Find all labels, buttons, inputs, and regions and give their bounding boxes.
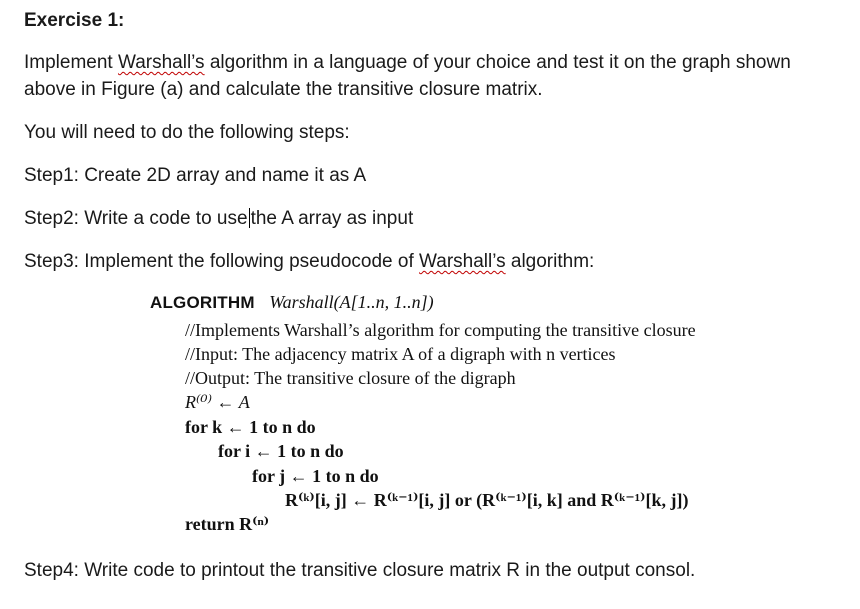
step3-line [24,250,594,274]
step2-line [24,207,413,231]
step2-text-after: the A array as input [250,208,414,229]
comment-input: //Input: The adjacency matrix A of a digraph with n vertices [185,344,616,364]
step3-text-after: algorithm: [505,251,595,272]
step3-text-before: Step3: Implement the following pseudocode of [24,251,420,272]
step1-text: Step1: Create 2D array and name it as A [24,165,367,186]
comment-output: //Output: The transitive closure of the digraph [185,368,516,388]
intro-line-1 [24,51,791,75]
exercise-title: Exercise 1: [24,10,125,31]
algorithm-header [150,291,434,314]
loop-i: for i ← 1 to n do [218,441,344,461]
spellcheck-word-warshalls: Warshall’s [117,52,205,73]
loop-j: for j ← 1 to n do [252,466,379,486]
comment-implements: //Implements Warshall’s algorithm for computing the transitive closure [185,320,696,340]
intro-text-start: Implement [24,52,118,73]
algorithm-signature: Warshall(A[1..n, 1..n]) [269,292,434,312]
step4-text: Step4: Write code to printout the transitive closure matrix R in the output consol. [24,560,696,581]
spellcheck-word-warshalls-2: Warshall’s [419,251,506,272]
algorithm-keyword: ALGORITHM [150,293,255,312]
init-statement: R⁽⁰⁾ ← A [185,392,250,412]
steps-intro: You will need to do the following steps: [24,122,350,143]
step2-text-before: Step2: Write a code to use [24,208,248,229]
update-statement: R⁽ᵏ⁾[i, j] ← R⁽ᵏ⁻¹⁾[i, j] or (R⁽ᵏ⁻¹⁾[i, k] and R⁽ᵏ⁻¹⁾[k, j]) [285,490,689,510]
text-cursor [249,208,250,228]
intro-text-end: algorithm in a language of your choice and test it on the graph shown [204,52,791,73]
intro-line-2: above in Figure (a) and calculate the transitive closure matrix. [24,79,543,100]
loop-k: for k ← 1 to n do [185,417,316,437]
return-statement: return R⁽ⁿ⁾ [185,514,270,534]
